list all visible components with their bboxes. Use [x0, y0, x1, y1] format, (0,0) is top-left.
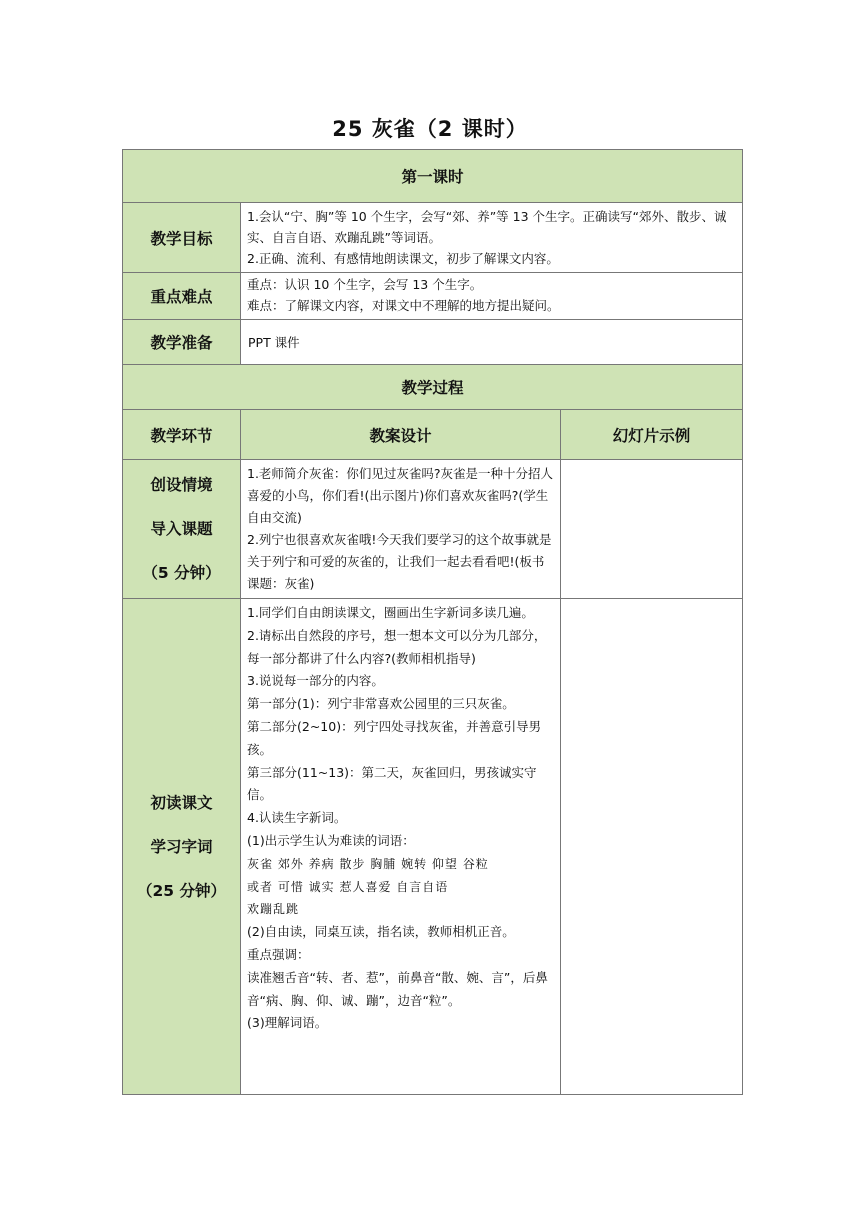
preparation-content: PPT 课件	[241, 320, 743, 365]
stage2-label	[123, 599, 241, 1095]
stage1-slide-cell	[561, 460, 743, 599]
stage2-line: 第二部分(2~10)：列宁四处寻找灰雀，并善意引导男孩。	[247, 718, 542, 757]
stage1-label-line: （5 分钟）	[142, 564, 221, 582]
stage2-content	[241, 599, 561, 1095]
stage1-row	[123, 460, 743, 599]
lesson-plan-table	[122, 149, 743, 1095]
key-points-content	[241, 273, 743, 320]
word-list-line: 欢蹦乱跳	[247, 902, 300, 917]
goals-line: 1.会认“宁、胸”等 10 个生字，会写“郊、养”等 13 个生字。正确读写“郊外、散步、诚实、自言自语、欢蹦乱跳”等词语。	[247, 209, 727, 245]
column-header-stage: 教学环节	[123, 410, 241, 460]
stage2-line: 1.同学们自由朗读课文，圈画出生字新词多读几遍。	[247, 605, 534, 620]
stage2-slide-cell	[561, 599, 743, 1095]
column-header-slides: 幻灯片示例	[561, 410, 743, 460]
word-list-line: 或者 可惜 诚实 惹人喜爱 自言自语	[247, 879, 449, 894]
document-title: 25 灰雀（2 课时）	[332, 117, 528, 141]
stage1-line: 2.列宁也很喜欢灰雀哦!今天我们要学习的这个故事就是关于列宁和可爱的灰雀的，让我们一起去看看吧!(板书课题：灰雀)	[247, 532, 552, 591]
stage1-line: 1.老师简介灰雀：你们见过灰雀吗?灰雀是一种十分招人喜爱的小鸟，你们看!(出示图片)你们喜欢灰雀吗?(学生自由交流)	[247, 466, 554, 525]
stage2-line: (3)理解词语。	[247, 1015, 328, 1031]
stage2-line: 2.请标出自然段的序号，想一想本文可以分为几部分，每一部分都讲了什么内容?(教师相机指导)	[247, 627, 547, 666]
goals-label: 教学目标	[123, 203, 241, 273]
process-header: 教学过程	[123, 365, 743, 410]
stage1-label-line: 导入课题	[150, 520, 213, 538]
key-points-label: 重点难点	[123, 273, 241, 320]
stage2-line: 重点强调：	[247, 946, 310, 962]
stage2-line: 4.认读生字新词。	[247, 810, 347, 826]
key-points-row	[123, 273, 743, 320]
process-header-row	[123, 365, 743, 410]
column-header-row	[123, 410, 743, 460]
key-point-line: 重点：认识 10 个生字，会写 13 个生字。	[247, 277, 483, 292]
period-header: 第一课时	[123, 150, 743, 203]
preparation-label: 教学准备	[123, 320, 241, 365]
stage2-line: (2)自由读，同桌互读，指名读，教师相机正音。	[247, 924, 515, 940]
stage2-line: (1)出示学生认为难读的词语：	[247, 832, 415, 848]
goals-content	[241, 203, 743, 273]
stage1-content	[241, 460, 561, 599]
stage1-label-line: 创设情境	[150, 476, 213, 494]
period-header-row	[123, 150, 743, 203]
stage2-line: 3.说说每一部分的内容。	[247, 673, 384, 689]
column-header-design: 教案设计	[241, 410, 561, 460]
preparation-row	[123, 320, 743, 365]
stage1-label	[123, 460, 241, 599]
stage2-row	[123, 599, 743, 1095]
stage2-line: 读准翘舌音“转、者、惹”，前鼻音“散、婉、言”，后鼻音“病、胸、仰、诚、蹦”，边音“粒”。	[247, 969, 548, 1008]
stage2-line: 第三部分(11~13)：第二天，灰雀回归，男孩诚实守信。	[247, 764, 537, 803]
word-list-line: 灰雀 郊外 养病 散步 胸脯 婉转 仰望 谷粒	[247, 856, 489, 871]
stage2-label-line: 学习字词	[150, 837, 213, 856]
stage2-line: 第一部分(1)：列宁非常喜欢公园里的三只灰雀。	[247, 696, 515, 712]
goals-line: 2.正确、流利、有感情地朗读课文，初步了解课文内容。	[247, 251, 559, 266]
stage2-label-line: （25 分钟）	[137, 881, 226, 900]
goals-row	[123, 203, 743, 273]
stage2-label-line: 初读课文	[150, 793, 213, 812]
key-point-line: 难点：了解课文内容，对课文中不理解的地方提出疑问。	[247, 298, 560, 313]
